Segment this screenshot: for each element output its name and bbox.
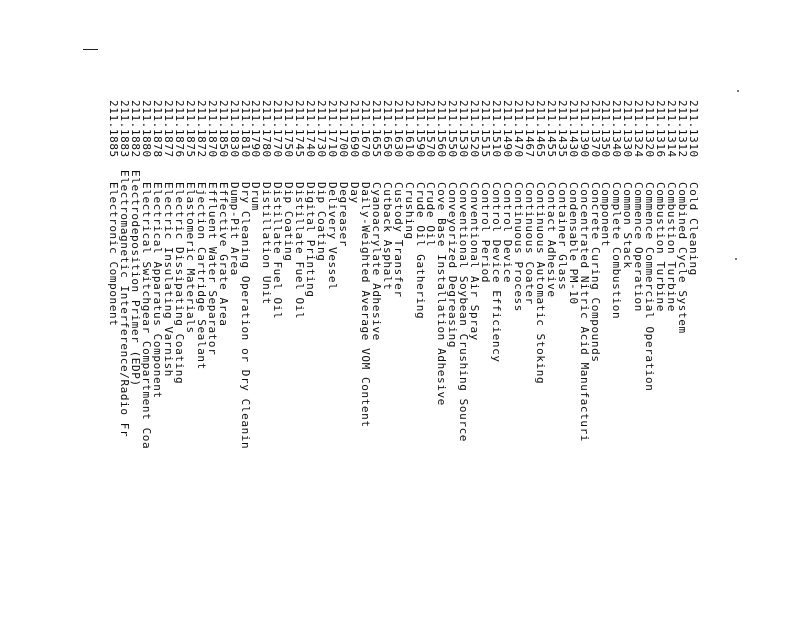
section-number: 211.1770	[271, 100, 285, 158]
section-title: Cold Cleaning	[687, 182, 700, 276]
section-number: 211.1350	[599, 100, 613, 158]
section-number: 211.1312	[676, 100, 690, 158]
list-item	[457, 100, 471, 618]
section-number: 211.1870	[205, 100, 219, 158]
corner-mark	[83, 49, 98, 50]
section-title: Control Device Efficiency	[490, 182, 504, 363]
section-number: 211.1885	[107, 100, 121, 158]
section-number: 211.1310	[687, 100, 700, 158]
section-title: Crude Oil Gathering	[413, 182, 427, 320]
section-title: Elastomeric Materials	[183, 182, 197, 334]
section-number: 211.1882	[129, 100, 143, 158]
list-item	[611, 100, 622, 618]
list-item	[687, 100, 698, 618]
section-number: 211.1850	[216, 100, 230, 158]
section-title: Electrical Apparatus Component	[151, 182, 165, 399]
section-title: Combustion Turbine	[654, 182, 668, 313]
list-item	[107, 100, 121, 618]
section-number: 211.1467	[522, 100, 536, 158]
section-number: 211.1650	[380, 100, 394, 158]
section-title: Conventional Soybean Crushing Source	[457, 182, 471, 443]
section-number: 211.1320	[643, 100, 657, 158]
section-title: Crushing	[402, 182, 416, 240]
section-number: 211.1370	[588, 100, 602, 158]
section-title: Container Glass	[555, 182, 569, 291]
list-item	[512, 100, 523, 618]
section-number: 211.1878	[151, 100, 165, 158]
section-number: 211.1590	[413, 100, 427, 158]
section-number: 211.1750	[282, 100, 296, 158]
section-title: Degreaser	[337, 182, 350, 248]
section-title: Combined Cycle System	[676, 182, 690, 334]
list-item	[118, 100, 132, 618]
list-item	[414, 100, 425, 618]
list-item	[195, 100, 206, 618]
section-title: Cyanoacrylate Adhesive	[369, 182, 383, 341]
list-item	[326, 100, 340, 618]
section-title: Electrodeposition Primer (EDP)	[129, 170, 143, 387]
list-item	[676, 100, 690, 618]
list-item	[381, 100, 392, 618]
section-number: 211.1883	[118, 100, 132, 158]
section-title: Component	[599, 182, 613, 248]
section-title: Delivery Vessel	[326, 182, 340, 291]
section-number: 211.1390	[577, 100, 591, 158]
section-number: 211.1430	[566, 100, 580, 158]
section-title: Electric Dissipating Coating	[172, 182, 186, 385]
list-item	[271, 100, 285, 618]
section-number: 211.1872	[194, 100, 208, 158]
section-number: 211.1530	[457, 100, 471, 158]
section-number: 211.1490	[501, 100, 515, 158]
section-number: 211.1790	[249, 100, 263, 158]
list-item	[304, 100, 318, 618]
section-number: 211.1730	[315, 100, 329, 158]
list-item	[490, 100, 504, 618]
list-item	[479, 100, 493, 618]
list-item	[337, 100, 348, 618]
section-title: Concentrated Nitric Acid Manufacturi	[577, 182, 591, 443]
section-number: 211.1465	[533, 100, 547, 158]
section-title: Concrete Curing Compounds	[588, 182, 602, 363]
section-number: 211.1780	[260, 100, 274, 158]
list-item	[239, 100, 250, 618]
section-number: 211.1550	[446, 100, 460, 158]
list-item	[261, 100, 272, 618]
section-number: 211.1470	[512, 100, 525, 158]
section-number: 211.1880	[140, 100, 154, 158]
section-number: 211.1745	[293, 100, 307, 158]
list-item	[534, 100, 545, 618]
list-item	[578, 100, 589, 618]
section-title: Distillate Fuel Oil	[293, 182, 307, 320]
section-title: Control Device	[501, 182, 515, 284]
section-number: 211.1610	[402, 100, 416, 158]
section-title: Contact Adhesive	[544, 182, 558, 298]
section-title: Dip Coating	[282, 182, 296, 262]
section-title: Dip Coating	[315, 182, 329, 262]
list-item	[228, 100, 239, 618]
section-number: 211.1330	[621, 100, 635, 158]
section-number: 211.1740	[304, 100, 318, 158]
list-item	[523, 100, 534, 618]
list-item	[621, 100, 635, 618]
section-title: Distillation Unit	[260, 182, 274, 305]
section-number: 211.1435	[555, 100, 569, 158]
section-number: 211.1324	[632, 100, 646, 158]
section-title: Complete Combustion	[610, 182, 624, 320]
scan-speck	[735, 258, 737, 260]
section-title: Daily-Weighted Average VOM Content	[358, 182, 372, 428]
list-item	[567, 100, 578, 618]
section-title: Electric Insulating Varnish	[162, 182, 175, 378]
section-title: Continuous Process	[512, 182, 525, 313]
list-item	[282, 100, 296, 618]
section-title: Custody Transfer	[391, 182, 405, 298]
list-item	[556, 100, 567, 618]
section-number: 211.1655	[369, 100, 383, 158]
section-number: 211.1510	[490, 100, 504, 158]
section-number: 211.1690	[347, 100, 361, 158]
section-number: 211.1710	[326, 100, 340, 158]
section-title: Common Stack	[621, 182, 635, 269]
section-title: Dump-Pit Area	[227, 182, 241, 276]
list-item	[359, 100, 370, 618]
section-title: Electromagnetic Interference/Radio Fr	[118, 170, 132, 438]
section-title: Day	[347, 182, 361, 204]
list-item	[665, 100, 679, 618]
section-title: Cutback Asphalt	[380, 182, 394, 291]
list-item	[425, 100, 436, 618]
section-title: Continuous Coater	[522, 182, 536, 305]
section-number: 211.1876	[172, 100, 186, 158]
section-title: Commence Commercial Operation	[643, 182, 657, 392]
definitions-list	[78, 100, 698, 618]
list-item	[217, 100, 228, 618]
section-title: Electrical Switchgear Compartment Coa	[140, 182, 154, 450]
section-title: Drum	[249, 182, 263, 211]
section-title: Effective Grate Area	[216, 182, 230, 327]
section-number: 211.1455	[544, 100, 558, 158]
section-title: Conveyorized Degreasing	[446, 182, 460, 349]
list-item	[632, 100, 646, 618]
section-number: 211.1810	[238, 100, 252, 158]
section-title: Crude Oil	[424, 182, 438, 248]
section-title: Distillate Fuel Oil	[271, 182, 285, 320]
list-item	[293, 100, 307, 618]
section-title: Cove Base Installation Adhesive	[435, 182, 449, 406]
section-title: Electronic Component	[107, 182, 121, 327]
section-title: Continuous Automatic Stoking	[533, 182, 547, 385]
section-number: 211.1314	[665, 100, 679, 158]
list-item	[348, 100, 359, 618]
section-number: 211.1700	[337, 100, 350, 158]
list-item	[315, 100, 329, 618]
section-number: 211.1560	[435, 100, 449, 158]
section-number: 211.1877	[162, 100, 175, 158]
section-title: Effluent Water Separator	[205, 182, 219, 356]
section-number: 211.1520	[468, 100, 482, 158]
section-number: 211.1515	[479, 100, 493, 158]
section-title: Control Period	[479, 182, 493, 284]
section-title: Condensable PM-10	[566, 182, 580, 305]
scan-speck	[737, 90, 739, 92]
list-item	[436, 100, 447, 618]
section-number: 211.1630	[391, 100, 405, 158]
list-item	[446, 100, 460, 618]
section-number: 211.1316	[654, 100, 668, 158]
section-title: Conventional Air Spray	[468, 182, 482, 341]
list-item	[403, 100, 414, 618]
section-number: 211.1340	[610, 100, 624, 158]
section-number: 211.1830	[227, 100, 241, 158]
section-number: 211.1570	[424, 100, 438, 158]
list-item	[643, 100, 657, 618]
section-title: Dry Cleaning Operation or Dry Cleanin	[238, 182, 252, 450]
section-title: Combustion Turbine	[665, 182, 679, 313]
section-title: Ejection Cartridge Sealant	[194, 182, 208, 370]
section-title: Digital Printing	[304, 182, 318, 298]
section-number: 211.1670	[358, 100, 372, 158]
section-number: 211.1875	[183, 100, 197, 158]
list-item	[392, 100, 403, 618]
section-title: Commence Operation	[632, 182, 646, 313]
